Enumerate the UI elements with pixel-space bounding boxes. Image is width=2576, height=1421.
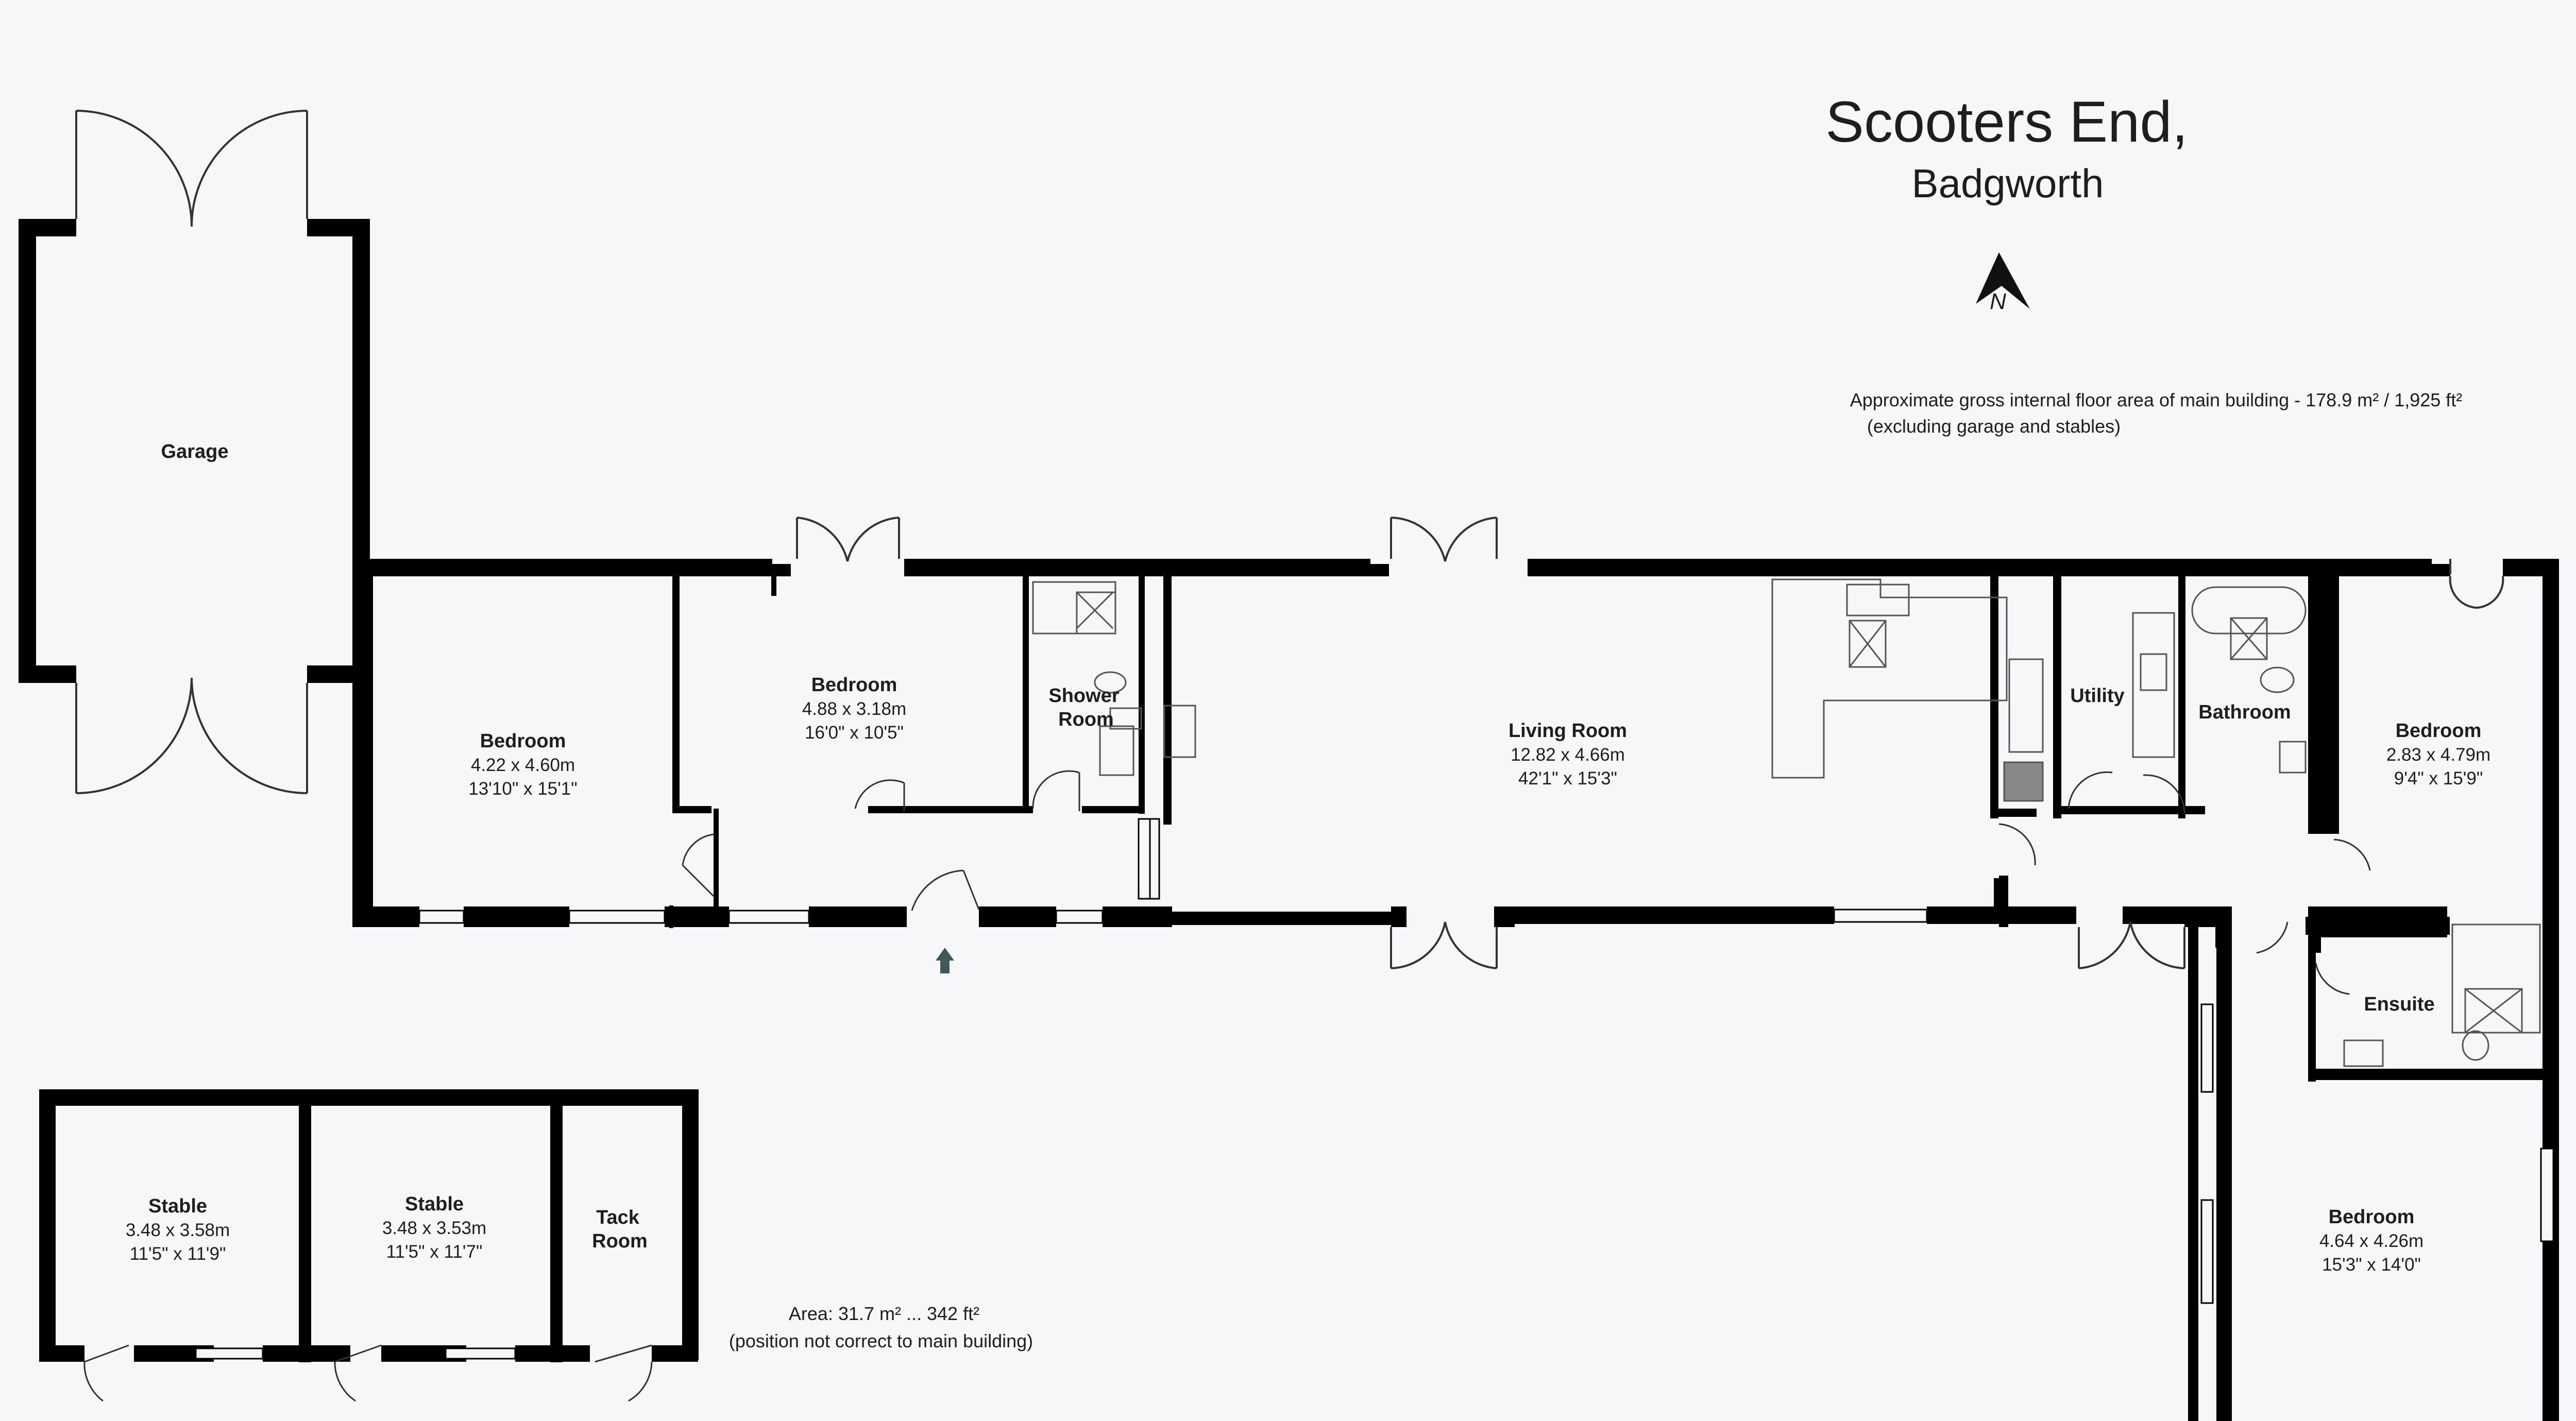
living-room-metric: 12.82 x 4.66m xyxy=(1511,745,1625,765)
bedroom-south-label: Bedroom xyxy=(2328,1206,2415,1228)
living-room-label: Living Room xyxy=(1508,720,1628,742)
plan-title: Scooters End, xyxy=(1825,90,2188,154)
tack-room-label-1: Tack xyxy=(596,1207,639,1228)
shower-room-label-2: Room xyxy=(1058,709,1114,730)
stables-area-line2: (position not correct to main building) xyxy=(728,1330,1033,1351)
stable-1-label: Stable xyxy=(148,1195,208,1217)
area-note-line1: Approximate gross internal floor area of main building - 178.9 m² / 1,925 ft² xyxy=(1850,389,2463,410)
ensuite-label: Ensuite xyxy=(2364,994,2435,1015)
stable-1-imperial: 11'5" x 11'9" xyxy=(129,1244,226,1264)
bedroom-east-metric: 2.83 x 4.79m xyxy=(2386,745,2491,765)
bedroom-west-imperial: 13'10" x 15'1" xyxy=(468,779,578,799)
stable-2-label: Stable xyxy=(404,1193,464,1215)
stable-2-imperial: 11'5" x 11'7" xyxy=(386,1242,483,1262)
garage-label: Garage xyxy=(161,441,229,463)
plan-subtitle: Badgworth xyxy=(1911,161,2104,206)
bedroom-east-imperial: 9'4" x 15'9" xyxy=(2394,768,2483,789)
tack-room-label-2: Room xyxy=(592,1230,648,1252)
stable-1-metric: 3.48 x 3.58m xyxy=(125,1220,230,1240)
bedroom-north-label: Bedroom xyxy=(811,674,897,696)
bedroom-south-metric: 4.64 x 4.26m xyxy=(2319,1231,2424,1251)
bedroom-north-metric: 4.88 x 3.18m xyxy=(802,699,907,719)
bedroom-west-metric: 4.22 x 4.60m xyxy=(470,755,575,775)
bedroom-north-imperial: 16'0" x 10'5" xyxy=(805,723,904,743)
living-room-imperial: 42'1" x 15'3" xyxy=(1518,768,1617,789)
area-note-line2: (excluding garage and stables) xyxy=(1867,416,2121,437)
utility-label: Utility xyxy=(2070,685,2125,707)
bedroom-east-label: Bedroom xyxy=(2395,720,2482,742)
stables-area-line1: Area: 31.7 m² ... 342 ft² xyxy=(788,1303,980,1324)
bedroom-west-label: Bedroom xyxy=(480,730,566,752)
north-label: N xyxy=(1990,289,2006,314)
stable-2-metric: 3.48 x 3.53m xyxy=(382,1218,487,1238)
shower-room-label-1: Shower xyxy=(1048,685,1120,707)
bedroom-south-imperial: 15'3" x 14'0" xyxy=(2322,1255,2421,1275)
bathroom-label: Bathroom xyxy=(2198,701,2291,723)
